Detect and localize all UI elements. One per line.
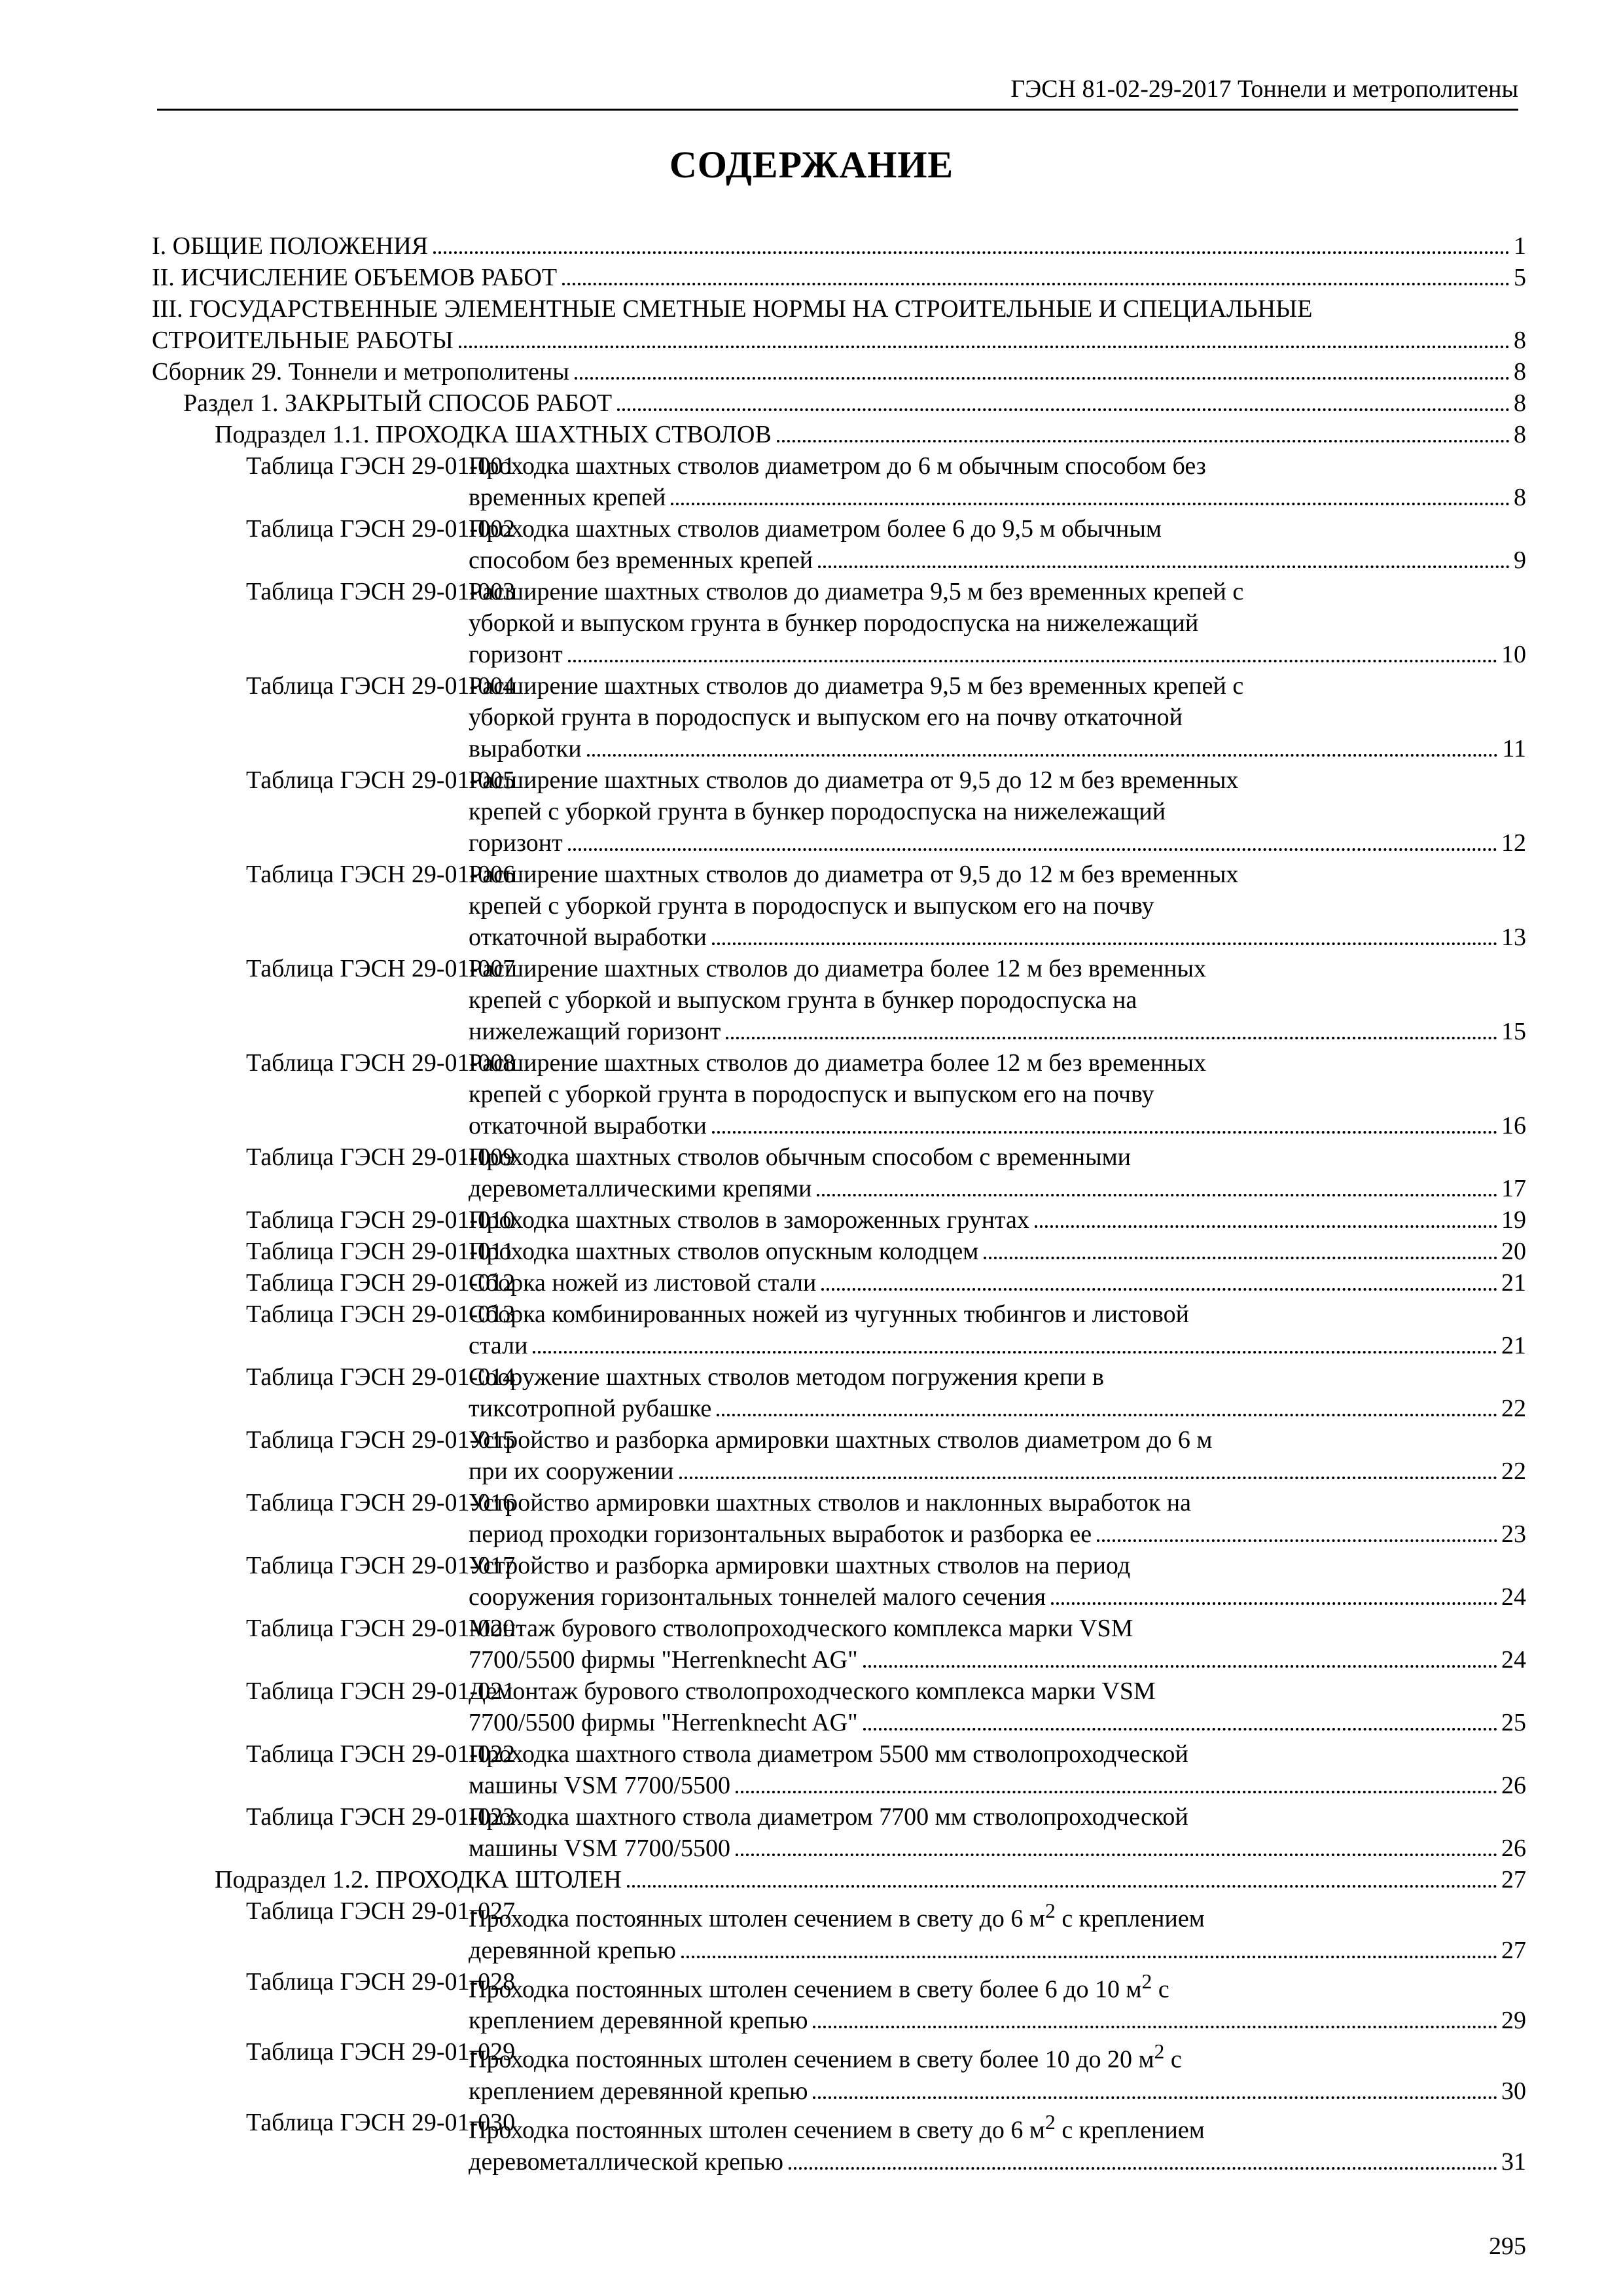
toc-page-number: 8: [1514, 358, 1526, 386]
toc-entry-subsection-1-2[interactable]: [152, 1864, 1526, 1895]
running-header: ГЭСН 81-02-29-2017 Тоннели и метрополитены: [157, 73, 1518, 111]
toc-table-entry[interactable]: [152, 953, 1526, 1047]
table-desc-line: способом без временных крепей: [469, 547, 813, 574]
table-code: Таблица ГЭСН 29-01-015: [246, 1426, 516, 1454]
toc-page-number: 22: [1501, 1395, 1526, 1422]
dot-leader: [679, 1477, 1498, 1479]
toc-page-number: 20: [1501, 1238, 1526, 1265]
toc-table-entry[interactable]: [152, 1487, 1526, 1550]
table-code: Таблица ГЭСН 29-01-030: [246, 2108, 516, 2136]
table-desc-line: Расширение шахтных стволов до диаметра от 9,5 до 12 м без временных: [469, 861, 1239, 888]
toc-entry-label: Подраздел 1.1. ПРОХОДКА ШАХТНЫХ СТВОЛОВ: [215, 421, 772, 448]
dot-leader: [777, 440, 1510, 442]
dot-leader: [562, 283, 1510, 285]
table-desc-line: Сборка комбинированных ножей из чугунных тюбингов и листовой: [469, 1300, 1189, 1328]
toc-page-number: 11: [1502, 735, 1526, 762]
dot-leader: [813, 2026, 1497, 2028]
table-desc-line: Расширение шахтных стволов до диаметра 9,5 м без временных крепей с: [469, 578, 1244, 605]
table-desc-line: Сборка ножей из листовой стали: [469, 1269, 817, 1297]
table-code: Таблица ГЭСН 29-01-002: [246, 515, 516, 543]
dot-leader: [533, 1351, 1497, 1354]
table-desc-line: Демонтаж бурового стволопроходческого комплекса марки VSM: [469, 1677, 1156, 1705]
page-title: СОДЕРЖАНИЕ: [669, 143, 954, 186]
table-desc-line: Проходка шахтных стволов обычным способом с временными: [469, 1143, 1131, 1171]
table-desc-line: горизонт: [469, 641, 563, 668]
toc-page-number: 13: [1501, 924, 1526, 951]
table-desc-line: сооружения горизонтальных тоннелей малого сечения: [469, 1583, 1046, 1611]
dot-leader: [433, 251, 1510, 254]
table-code: Таблица ГЭСН 29-01-009: [246, 1143, 516, 1171]
toc-table-entry[interactable]: [152, 764, 1526, 859]
toc-page-number: 26: [1501, 1772, 1526, 1799]
table-code: Таблица ГЭСН 29-01-017: [246, 1552, 516, 1579]
toc-table-entry[interactable]: [152, 1361, 1526, 1424]
table-desc-line: нижележащий горизонт: [469, 1018, 721, 1045]
toc-table-entry[interactable]: [152, 1141, 1526, 1204]
dot-leader: [817, 1194, 1497, 1196]
table-desc-line: 7700/5500 фирмы "Herrenknecht AG": [469, 1646, 858, 1674]
toc-page-number: 8: [1514, 484, 1526, 511]
toc-page-number: 23: [1501, 1520, 1526, 1548]
toc-entry-part-1[interactable]: [152, 387, 1526, 419]
table-code: Таблица ГЭСН 29-01-013: [246, 1300, 516, 1328]
toc-page-number: 24: [1501, 1583, 1526, 1611]
table-desc-line: тиксотропной рубашке: [469, 1395, 712, 1422]
toc-page-number: 21: [1501, 1269, 1526, 1297]
table-code: Таблица ГЭСН 29-01-004: [246, 672, 516, 700]
dot-leader: [1035, 1225, 1497, 1228]
toc-page-number: 12: [1501, 829, 1526, 857]
table-code: Таблица ГЭСН 29-01-005: [246, 766, 516, 794]
toc-table-entry[interactable]: [152, 576, 1526, 670]
dot-leader: [789, 2167, 1497, 2170]
toc-table-entry[interactable]: [152, 513, 1526, 576]
table-desc-line: Проходка постоянных штолен сечением в свету более 6 до 10 $м^2$ с: [469, 1969, 1169, 2003]
toc-entry-label: II. ИСЧИСЛЕНИЕ ОБЪЕМОВ РАБОТ: [152, 264, 558, 291]
toc-page-number: 8: [1514, 421, 1526, 448]
table-code: Таблица ГЭСН 29-01-028: [246, 1967, 516, 1996]
table-code: Таблица ГЭСН 29-01-006: [246, 861, 516, 888]
table-code: Таблица ГЭСН 29-01-016: [246, 1489, 516, 1516]
dot-leader: [671, 503, 1510, 505]
table-desc-line: Устройство армировки шахтных стволов и наклонных выработок на: [469, 1489, 1192, 1516]
table-desc-line: деревянной крепью: [469, 1936, 676, 1964]
table-code: Таблица ГЭСН 29-01-021: [246, 1677, 516, 1705]
toc-page-number: 25: [1501, 1709, 1526, 1736]
toc-table-entry[interactable]: [152, 1204, 1526, 1236]
dot-leader: [681, 1956, 1497, 1958]
table-desc-line: 7700/5500 фирмы "Herrenknecht AG": [469, 1709, 858, 1736]
dot-leader: [726, 1037, 1497, 1039]
dot-leader: [863, 1665, 1497, 1668]
toc-table-entry[interactable]: [152, 670, 1526, 764]
dot-leader: [712, 942, 1497, 945]
toc-table-entry[interactable]: [152, 1676, 1526, 1738]
table-code: Таблица ГЭСН 29-01-027: [246, 1897, 516, 1925]
table-desc-line: Проходка шахтного ствола диаметром 7700 мм стволопроходческой: [469, 1803, 1188, 1831]
toc-table-entry[interactable]: [152, 1299, 1526, 1361]
table-code: Таблица ГЭСН 29-01-010: [246, 1206, 516, 1234]
table-code: Таблица ГЭСН 29-01-023: [246, 1803, 516, 1831]
toc-page-number: 5: [1514, 264, 1526, 291]
toc-table-entry[interactable]: [152, 2107, 1526, 2178]
table-desc-line: деревометаллическими крепями: [469, 1175, 812, 1202]
table-desc-line: уборкой и выпуском грунта в бункер породоспуска на нижележащий: [469, 609, 1199, 637]
dot-leader: [568, 848, 1497, 851]
table-desc-line: машины VSM 7700/5500: [469, 1772, 731, 1799]
table-desc-line: деревометаллической крепью: [469, 2147, 784, 2176]
table-code: Таблица ГЭСН 29-01-007: [246, 955, 516, 982]
table-code: Таблица ГЭСН 29-01-029: [246, 2038, 516, 2066]
table-desc-line: выработки: [469, 735, 582, 762]
toc-entry-collection[interactable]: [152, 356, 1526, 387]
toc-entry-subsection-1-1[interactable]: [152, 419, 1526, 450]
toc-table-entry[interactable]: [152, 859, 1526, 953]
table-desc-line: крепей с уборкой грунта в породоспуск и выпуском его на почву: [469, 1081, 1154, 1108]
toc-page-number: 17: [1501, 1175, 1526, 1202]
table-desc-line: откаточной выработки: [469, 1112, 707, 1139]
toc-page-number: 8: [1514, 389, 1526, 417]
table-desc-line: Проходка шахтных стволов опускным колодцем: [469, 1238, 979, 1265]
toc-page-number: 27: [1501, 1866, 1526, 1893]
dot-leader: [712, 1131, 1497, 1134]
toc-table-entry[interactable]: [152, 1424, 1526, 1487]
dot-leader: [984, 1257, 1497, 1259]
table-desc-line: при их сооружении: [469, 1458, 674, 1485]
toc-page-number: 15: [1501, 1018, 1526, 1045]
toc-entry-section-1[interactable]: [152, 230, 1526, 262]
toc-page-number: 27: [1501, 1936, 1526, 1964]
page-number: 295: [1489, 2233, 1526, 2260]
dot-leader: [717, 1414, 1497, 1416]
table-desc-line: Расширение шахтных стволов до диаметра 9,5 м без временных крепей с: [469, 672, 1244, 700]
table-desc-line: уборкой грунта в породоспуск и выпуском его на почву откаточной: [469, 704, 1183, 731]
table-desc-line: Устройство и разборка армировки шахтных стволов на период: [469, 1552, 1131, 1579]
toc-table-entry[interactable]: [152, 1047, 1526, 1141]
toc-table-entry[interactable]: [152, 2036, 1526, 2107]
table-desc-line: Проходка шахтного ствола диаметром 5500 мм стволопроходческой: [469, 1740, 1188, 1768]
toc-entry-section-3[interactable]: [152, 293, 1526, 356]
toc-entry-label: Подраздел 1.2. ПРОХОДКА ШТОЛЕН: [215, 1866, 622, 1893]
toc-page-number: 24: [1501, 1646, 1526, 1674]
table-desc-line: креплением деревянной крепью: [469, 2077, 808, 2105]
toc-table-entry[interactable]: [152, 450, 1526, 513]
table-desc-line: временных крепей: [469, 484, 666, 511]
table-code: Таблица ГЭСН 29-01-003: [246, 578, 516, 605]
toc-table-entry[interactable]: [152, 1613, 1526, 1676]
toc-page-number: 29: [1501, 2007, 1526, 2035]
table-code: Таблица ГЭСН 29-01-001: [246, 452, 516, 480]
dot-leader: [1097, 1539, 1497, 1542]
toc-table-entry[interactable]: [152, 1550, 1526, 1613]
toc-table-entry[interactable]: [152, 1267, 1526, 1299]
toc-entry-section-2[interactable]: [152, 262, 1526, 293]
table-desc-line: Проходка постоянных штолен сечением в свету более 10 до 20 $м^2$ с: [469, 2040, 1182, 2073]
toc-page-number: 16: [1501, 1112, 1526, 1139]
toc-page-number: 26: [1501, 1835, 1526, 1862]
toc-table-entry[interactable]: [152, 1738, 1526, 1801]
toc-page-number: 9: [1514, 547, 1526, 574]
dot-leader: [575, 377, 1510, 380]
toc-table-entry[interactable]: [152, 1236, 1526, 1267]
toc-page-number: 19: [1501, 1206, 1526, 1234]
table-code: Таблица ГЭСН 29-01-012: [246, 1269, 516, 1297]
table-desc-line: Сооружение шахтных стволов методом погружения крепи в: [469, 1363, 1104, 1391]
table-code: Таблица ГЭСН 29-01-014: [246, 1363, 516, 1391]
toc-entry-label: Сборник 29. Тоннели и метрополитены: [152, 358, 569, 386]
dot-leader: [568, 660, 1497, 662]
table-desc-line: крепей с уборкой грунта в породоспуск и выпуском его на почву: [469, 892, 1154, 920]
table-desc-line: Проходка шахтных стволов диаметром до 6 м обычным способом без: [469, 452, 1206, 480]
table-desc-line: Проходка постоянных штолен сечением в свету до 6 $м^2$ с креплением: [469, 1899, 1205, 1933]
toc-table-entry[interactable]: [152, 1966, 1526, 2037]
toc-table-entry[interactable]: [152, 1801, 1526, 1864]
toc-page-number: 8: [1514, 327, 1526, 354]
dot-leader: [736, 1791, 1497, 1793]
dot-leader: [1051, 1602, 1497, 1605]
toc-page-number: 22: [1501, 1458, 1526, 1485]
table-code: Таблица ГЭСН 29-01-011: [246, 1238, 514, 1265]
table-desc-line: стали: [469, 1332, 528, 1359]
table-desc-line: Расширение шахтных стволов до диаметра от 9,5 до 12 м без временных: [469, 766, 1239, 794]
dot-leader: [617, 408, 1510, 411]
toc-page-number: 21: [1501, 1332, 1526, 1359]
dot-leader: [459, 346, 1510, 348]
table-desc-line: машины VSM 7700/5500: [469, 1835, 731, 1862]
table-desc-line: Монтаж бурового стволопроходческого комплекса марки VSM: [469, 1615, 1133, 1642]
table-desc-line: Устройство и разборка армировки шахтных стволов диаметром до 6 м: [469, 1426, 1213, 1454]
dot-leader: [587, 754, 1499, 757]
dot-leader: [821, 1288, 1497, 1291]
dot-leader: [818, 565, 1510, 568]
dot-leader: [627, 1885, 1497, 1888]
toc-page-number: 30: [1501, 2077, 1526, 2105]
table-desc-line: крепей с уборкой грунта в бункер породоспуска на нижележащий: [469, 798, 1166, 825]
toc-page-number: 10: [1501, 641, 1526, 668]
toc-entry-label-line: III. ГОСУДАРСТВЕННЫЕ ЭЛЕМЕНТНЫЕ СМЕТНЫЕ НОРМЫ НА СТРОИТЕЛЬНЫЕ И СПЕЦИАЛЬНЫЕ: [152, 295, 1313, 323]
dot-leader: [736, 1854, 1497, 1856]
table-desc-line: Расширение шахтных стволов до диаметра более 12 м без временных: [469, 1049, 1206, 1077]
table-desc-line: креплением деревянной крепью: [469, 2007, 808, 2035]
table-desc-line: горизонт: [469, 829, 563, 857]
table-code: Таблица ГЭСН 29-01-008: [246, 1049, 516, 1077]
table-code: Таблица ГЭСН 29-01-020: [246, 1615, 516, 1642]
dot-leader: [813, 2096, 1497, 2099]
table-desc-line: период проходки горизонтальных выработок и разборка ее: [469, 1520, 1092, 1548]
toc-table-entry[interactable]: [152, 1895, 1526, 1966]
dot-leader: [863, 1728, 1497, 1731]
table-desc-line: Проходка шахтных стволов в замороженных грунтах: [469, 1206, 1029, 1234]
toc-entry-label-line: СТРОИТЕЛЬНЫЕ РАБОТЫ: [152, 327, 454, 354]
toc-entry-label: I. ОБЩИЕ ПОЛОЖЕНИЯ: [152, 232, 429, 260]
table-desc-line: Проходка шахтных стволов диаметром более 6 до 9,5 м обычным: [469, 515, 1162, 543]
table-desc-line: крепей с уборкой и выпуском грунта в бункер породоспуска на: [469, 986, 1137, 1014]
table-desc-line: откаточной выработки: [469, 924, 707, 951]
toc-page-number: 1: [1514, 232, 1526, 260]
toc-page-number: 31: [1501, 2147, 1526, 2176]
table-of-contents: [152, 230, 1526, 2178]
table-desc-line: Расширение шахтных стволов до диаметра более 12 м без временных: [469, 955, 1206, 982]
table-desc-line: Проходка постоянных штолен сечением в свету до 6 $м^2$ с креплением: [469, 2110, 1205, 2144]
table-code: Таблица ГЭСН 29-01-022: [246, 1740, 516, 1768]
toc-entry-label: Раздел 1. ЗАКРЫТЫЙ СПОСОБ РАБОТ: [183, 389, 613, 417]
